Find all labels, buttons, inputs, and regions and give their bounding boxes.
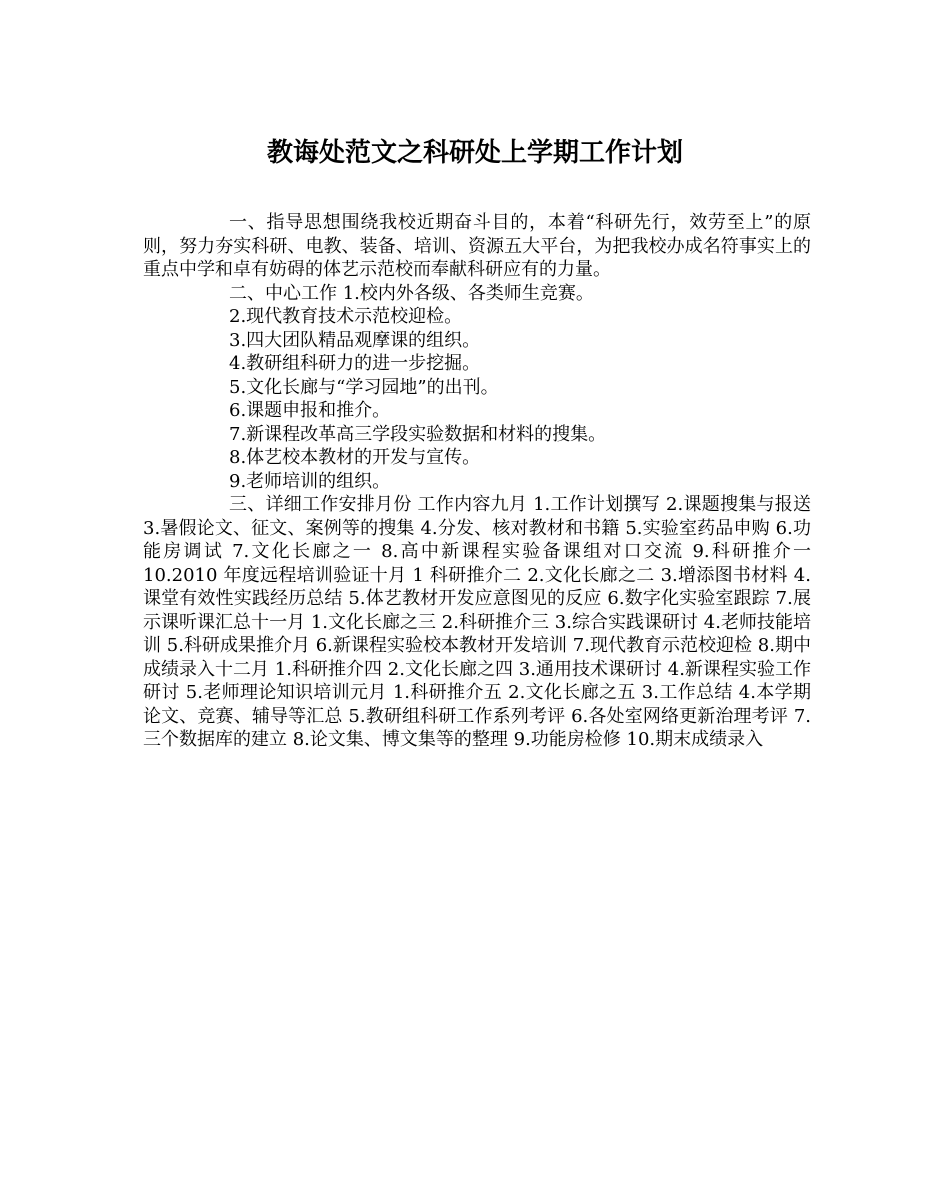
document-body — [143, 211, 811, 752]
list-item: 4.教研组科研力的进一步挖掘。 — [229, 353, 481, 374]
paragraph-detailed-schedule: 三、详细工作安排月份 工作内容九月 1.工作计划撰写 2.课题搜集与报送 3.暑假论文、征文、案例等的搜集 4.分发、核对教材和书籍 5.实验室药品申购 6.功能房调试 7.文化长廊之一 8.高中新课程实验备课组对口交流 9.科研推介一 10.2010 年度远程培训验证十月 1 科研推介二 2.文化长廊之二 3.增添图书材料 4.课堂有效性实践经历总结 5.体艺教材开发应意图见的反应 6.数字化实验室跟踪 7.展示课听课汇总十一月 1.文化长廊之三 2.科研推介三 3.综合实践课研讨 4.老师技能培训 5.科研成果推介月 6.新课程实验校本教材开发培训 7.现代教育示范校迎检 8.期中成绩录入十二月 1.科研推介四 2.文化长廊之四 3.通用技术课研讨 4.新课程实验工作研讨 5.老师理论知识培训元月 1.科研推介五 2.文化长廊之五 3.工作总结 4.本学期论文、竞赛、辅导等汇总 5.教研组科研工作系列考评 6.各处室网络更新治理考评 7.三个数据库的建立 8.论文集、博文集等的整理 9.功能房检修 10.期末成绩录入 — [143, 494, 811, 750]
paragraph-guiding-thought: 一、指导思想围绕我校近期奋斗目的，本着“科研先行，效劳至上”的原则，努力夯实科研、电教、装备、培训、资源五大平台，为把我校办成名符事实上的重点中学和卓有妨碍的体艺示范校而奉献科研应有的力量。 — [143, 212, 811, 280]
list-item: 9.老师培训的组织。 — [229, 470, 391, 492]
list-item: 8.体艺校本教材的开发与宣传。 — [229, 447, 481, 468]
list-item: 2.现代教育技术示范校迎检。 — [229, 306, 463, 327]
list-item: 7.新课程改革高三学段实验数据和材料的搜集。 — [229, 423, 607, 445]
paragraph-central-work: 二、中心工作 1.校内外各级、各类师生竞赛。 — [229, 282, 594, 304]
document-title: 教诲处范文之科研处上学期工作计划 — [266, 138, 683, 168]
list-item: 3.四大团队精品观摩课的组织。 — [229, 329, 481, 351]
list-item: 6.课题申报和推介。 — [229, 400, 391, 421]
list-item: 5.文化长廊与“学习园地”的出刊。 — [229, 376, 499, 398]
